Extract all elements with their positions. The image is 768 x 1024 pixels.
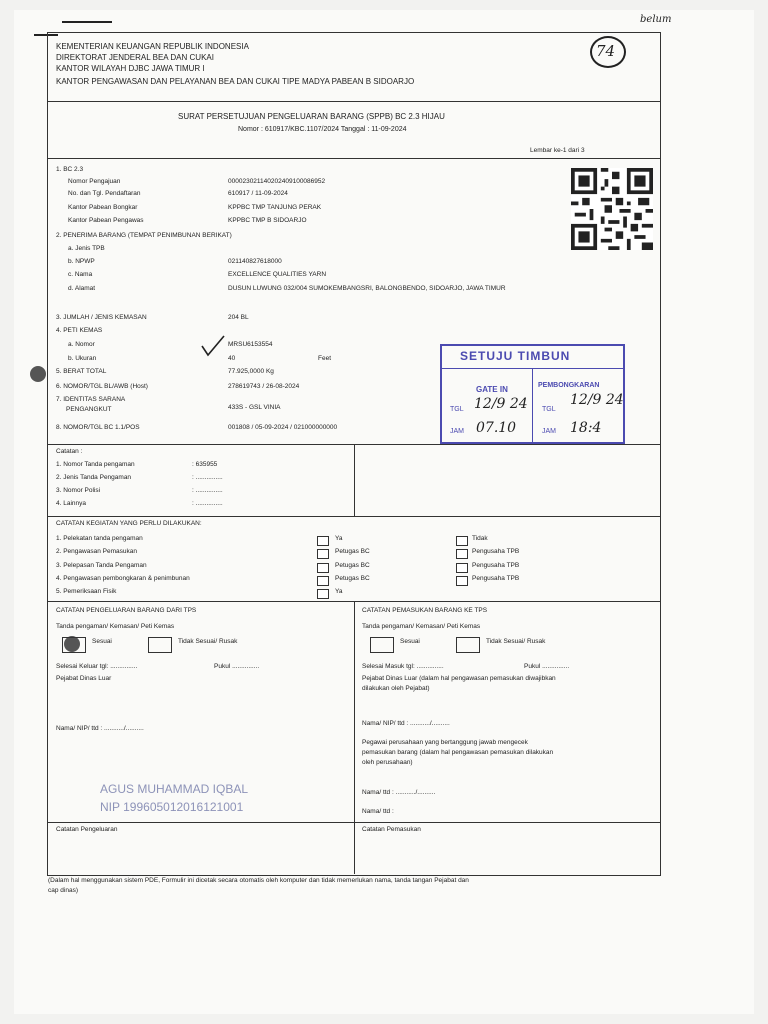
pengeluaran-heading: CATATAN PENGELUARAN BARANG DARI TPS xyxy=(56,607,197,614)
kegiatan-opt1: Petugas BC xyxy=(335,575,370,582)
kegiatan-checkbox-petugas[interactable] xyxy=(317,576,329,586)
doc-number: Nomor : 610917/KBC.1107/2024 Tanggal : 11-09-2024 xyxy=(238,126,407,133)
pemasukan-selesai: Selesai Masuk tgl: ............... xyxy=(362,663,444,670)
kegiatan-checkbox-ya[interactable] xyxy=(317,536,329,546)
corner-note: belum xyxy=(640,14,672,25)
peti-ukuran-unit: Feet xyxy=(318,355,332,362)
catatan-label: 1. Nomor Tanda pengaman xyxy=(56,461,135,468)
kegiatan-opt1: Ya xyxy=(335,588,343,595)
pengeluaran-rusak-box[interactable] xyxy=(148,637,172,653)
peti-heading: 4. PETI KEMAS xyxy=(56,327,103,334)
kegiatan-label: 3. Pelepasan Tanda Pengaman xyxy=(56,562,147,569)
bc23-label: Kantor Pabean Pengawas xyxy=(68,217,144,224)
peti-nomor-value: MRSU6153554 xyxy=(228,341,273,348)
bc23-value: 000023021140202409100086952 xyxy=(228,178,326,185)
catatan-value: : ............... xyxy=(192,500,223,507)
pengeluaran-sesuai: Sesuai xyxy=(92,638,112,645)
stamp-jam-2: JAM xyxy=(542,428,556,435)
kegiatan-heading: CATATAN KEGIATAN YANG PERLU DILAKUKAN: xyxy=(56,520,202,527)
penerima-label: b. NPWP xyxy=(68,258,95,265)
catatan-value: : ............... xyxy=(192,474,223,481)
bc23-label: No. dan Tgl. Pendaftaran xyxy=(68,190,141,197)
divider xyxy=(354,444,355,516)
pemasukan-tanda: Tanda pengaman/ Kemasan/ Peti Kemas xyxy=(362,623,481,630)
kegiatan-opt2: Pengusaha TPB xyxy=(472,548,520,555)
pemasukan-sesuai-box[interactable] xyxy=(370,637,394,653)
bc23-label: Nomor Pengajuan xyxy=(68,178,121,185)
kegiatan-checkbox-pengusaha[interactable] xyxy=(456,563,468,573)
sheet-label: Lembar ke-1 dari 3 xyxy=(530,147,585,154)
kegiatan-checkbox-pengusaha[interactable] xyxy=(456,549,468,559)
bc23-value: KPPBC TMP B SIDOARJO xyxy=(228,217,307,224)
penerima-value: DUSUN LUWUNG 032/004 SUMOKEMBANGSRI, BALONGBENDO, SIDOARJO, JAWA TIMUR xyxy=(228,285,506,292)
stamp-tgl-1: TGL xyxy=(450,406,464,413)
punch-hole-top xyxy=(30,366,46,382)
pemasukan-nama-2: Nama/ ttd : .........../.......... xyxy=(362,789,436,796)
handwritten-bongkar-tgl: 12/9 24 xyxy=(570,392,624,408)
stamp-pembongkaran: PEMBONGKARAN xyxy=(538,382,600,389)
pemasukan-heading: CATATAN PEMASUKAN BARANG KE TPS xyxy=(362,607,488,614)
kegiatan-label: 2. Pengawasan Pemasukan xyxy=(56,548,137,555)
catatan-value: : 635955 xyxy=(192,461,218,468)
pengeluaran-tidak-sesuai: Tidak Sesuai/ Rusak xyxy=(178,638,238,645)
footer-note-2: cap dinas) xyxy=(48,887,78,894)
berat-value: 77.925,0000 Kg xyxy=(228,368,274,375)
pemasukan-nama: Nama/ NIP/ ttd : .........../.......... xyxy=(362,720,450,727)
pemasukan-nama-3: Nama/ ttd : xyxy=(362,808,394,815)
check-mark-icon xyxy=(200,334,226,358)
kegiatan-opt2: Tidak xyxy=(472,535,488,542)
peti-ukuran-value: 40 xyxy=(228,355,236,362)
divider xyxy=(48,101,660,102)
pemasukan-pegawai-2: pemasukan barang (dalam hal pengawasan pemasukan dilakukan xyxy=(362,749,554,756)
stamp-tgl-2: TGL xyxy=(542,406,556,413)
qr-code xyxy=(568,168,656,250)
pengeluaran-catatan: Catatan Pengeluaran xyxy=(56,826,118,833)
pemasukan-pukul: Pukul ............... xyxy=(524,663,570,670)
catatan-heading: Catatan : xyxy=(56,448,83,455)
kegiatan-opt2: Pengusaha TPB xyxy=(472,575,520,582)
officer-nip: NIP 199605012016121001 xyxy=(100,800,244,814)
bc23-heading: 1. BC 2.3 xyxy=(56,166,84,173)
bc11-value: 001808 / 05-09-2024 / 021000000000 xyxy=(228,424,338,431)
jumlah-value: 204 BL xyxy=(228,314,249,321)
stamp-jam-1: JAM xyxy=(450,428,464,435)
pengeluaran-pukul: Pukul ............... xyxy=(214,663,260,670)
pengeluaran-tanda: Tanda pengaman/ Kemasan/ Peti Kemas xyxy=(56,623,175,630)
penerima-value: EXCELLENCE QUALITIES YARN xyxy=(228,271,327,278)
pemasukan-pejabat-2: dilakukan oleh Pejabat) xyxy=(362,685,430,692)
berat-label: 5. BERAT TOTAL xyxy=(56,368,107,375)
bl-label: 6. NOMOR/TGL BL/AWB (Host) xyxy=(56,383,148,390)
pemasukan-pejabat-1: Pejabat Dinas Luar (dalam hal pengawasan pemasukan diwajibkan xyxy=(362,675,556,682)
jumlah-label: 3. JUMLAH / JENIS KEMASAN xyxy=(56,314,147,321)
pengeluaran-selesai: Selesai Keluar tgl: ............... xyxy=(56,663,138,670)
bc23-value: KPPBC TMP TANJUNG PERAK xyxy=(228,204,322,211)
pemasukan-sesuai: Sesuai xyxy=(400,638,420,645)
footer-note-1: (Dalam hal menggunakan sistem PDE, Formulir ini dicetak secara otomatis oleh komputer dan tidak memerlukan nama, tanda tangan Pejabat dan xyxy=(48,877,469,884)
pemasukan-pegawai-1: Pegawai perusahaan yang bertanggung jawab mengecek xyxy=(362,739,528,746)
officer-name: AGUS MUHAMMAD IQBAL xyxy=(100,782,249,796)
pemasukan-catatan: Catatan Pemasukan xyxy=(362,826,421,833)
peti-nomor-label: a. Nomor xyxy=(68,341,95,348)
pengeluaran-pejabat: Pejabat Dinas Luar xyxy=(56,675,112,682)
page-number: 74 xyxy=(596,42,616,60)
pengeluaran-sesuai-box[interactable] xyxy=(62,637,86,653)
divider xyxy=(48,822,660,823)
catatan-label: 2. Jenis Tanda Pengaman xyxy=(56,474,132,481)
pemasukan-pegawai-3: oleh perusahaan) xyxy=(362,759,413,766)
header-regional-office: KANTOR WILAYAH DJBC JAWA TIMUR I xyxy=(56,64,205,73)
kegiatan-label: 5. Pemeriksaan Fisik xyxy=(56,588,117,595)
penerima-label: a. Jenis TPB xyxy=(68,245,105,252)
header-directorate: DIREKTORAT JENDERAL BEA DAN CUKAI xyxy=(56,53,214,62)
header-ministry: KEMENTERIAN KEUANGAN REPUBLIK INDONESIA xyxy=(56,42,249,51)
kegiatan-checkbox-petugas[interactable] xyxy=(317,549,329,559)
handwritten-bongkar-jam: 18:4 xyxy=(570,420,602,436)
divider xyxy=(48,516,660,517)
catatan-label: 3. Nomor Polisi xyxy=(56,487,101,494)
pengeluaran-nama: Nama/ NIP/ ttd : .........../.......... xyxy=(56,725,144,732)
scribble-mark xyxy=(62,21,112,23)
kegiatan-opt1: Petugas BC xyxy=(335,562,370,569)
kegiatan-opt2: Pengusaha TPB xyxy=(472,562,520,569)
divider xyxy=(354,601,355,874)
stamp-title: SETUJU TIMBUN xyxy=(460,349,571,363)
divider xyxy=(48,158,660,159)
kegiatan-label: 4. Pengawasan pembongkaran & penimbunan xyxy=(56,575,190,582)
kegiatan-checkbox-pengusaha[interactable] xyxy=(456,576,468,586)
pemasukan-rusak-box[interactable] xyxy=(456,637,480,653)
kegiatan-checkbox-tidak[interactable] xyxy=(456,536,468,546)
bc11-label: 8. NOMOR/TGL BC 1.1/POS xyxy=(56,424,140,431)
penerima-heading: 2. PENERIMA BARANG (TEMPAT PENIMBUNAN BERIKAT) xyxy=(56,232,232,239)
catatan-value: : ............... xyxy=(192,487,223,494)
sarana-label-1: 7. IDENTITAS SARANA xyxy=(56,396,126,403)
bl-value: 278619743 / 26-08-2024 xyxy=(228,383,300,390)
peti-ukuran-label: b. Ukuran xyxy=(68,355,97,362)
kegiatan-label: 1. Pelekatan tanda pengaman xyxy=(56,535,143,542)
stamp-divider xyxy=(532,368,533,442)
bc23-value: 610917 / 11-09-2024 xyxy=(228,190,288,197)
penerima-value: 021140827618000 xyxy=(228,258,282,265)
sarana-label-2: PENGANGKUT xyxy=(66,406,112,413)
stamp-gate-in: GATE IN xyxy=(476,385,508,394)
penerima-label: c. Nama xyxy=(68,271,93,278)
kegiatan-checkbox-petugas[interactable] xyxy=(317,563,329,573)
pemasukan-tidak-sesuai: Tidak Sesuai/ Rusak xyxy=(486,638,546,645)
handwritten-gate-jam: 07.10 xyxy=(476,420,517,436)
doc-title: SURAT PERSETUJUAN PENGELUARAN BARANG (SPPB) BC 2.3 HIJAU xyxy=(178,112,445,121)
kegiatan-opt1: Ya xyxy=(335,535,343,542)
penerima-label: d. Alamat xyxy=(68,285,96,292)
kegiatan-checkbox-ya[interactable] xyxy=(317,589,329,599)
sarana-value: 433S - GSL VINIA xyxy=(228,404,281,411)
bc23-label: Kantor Pabean Bongkar xyxy=(68,204,138,211)
handwritten-gate-tgl: 12/9 24 xyxy=(474,396,528,412)
header-office: KANTOR PENGAWASAN DAN PELAYANAN BEA DAN CUKAI TIPE MADYA PABEAN B SIDOARJO xyxy=(56,77,415,86)
kegiatan-opt1: Petugas BC xyxy=(335,548,370,555)
catatan-label: 4. Lainnya xyxy=(56,500,86,507)
